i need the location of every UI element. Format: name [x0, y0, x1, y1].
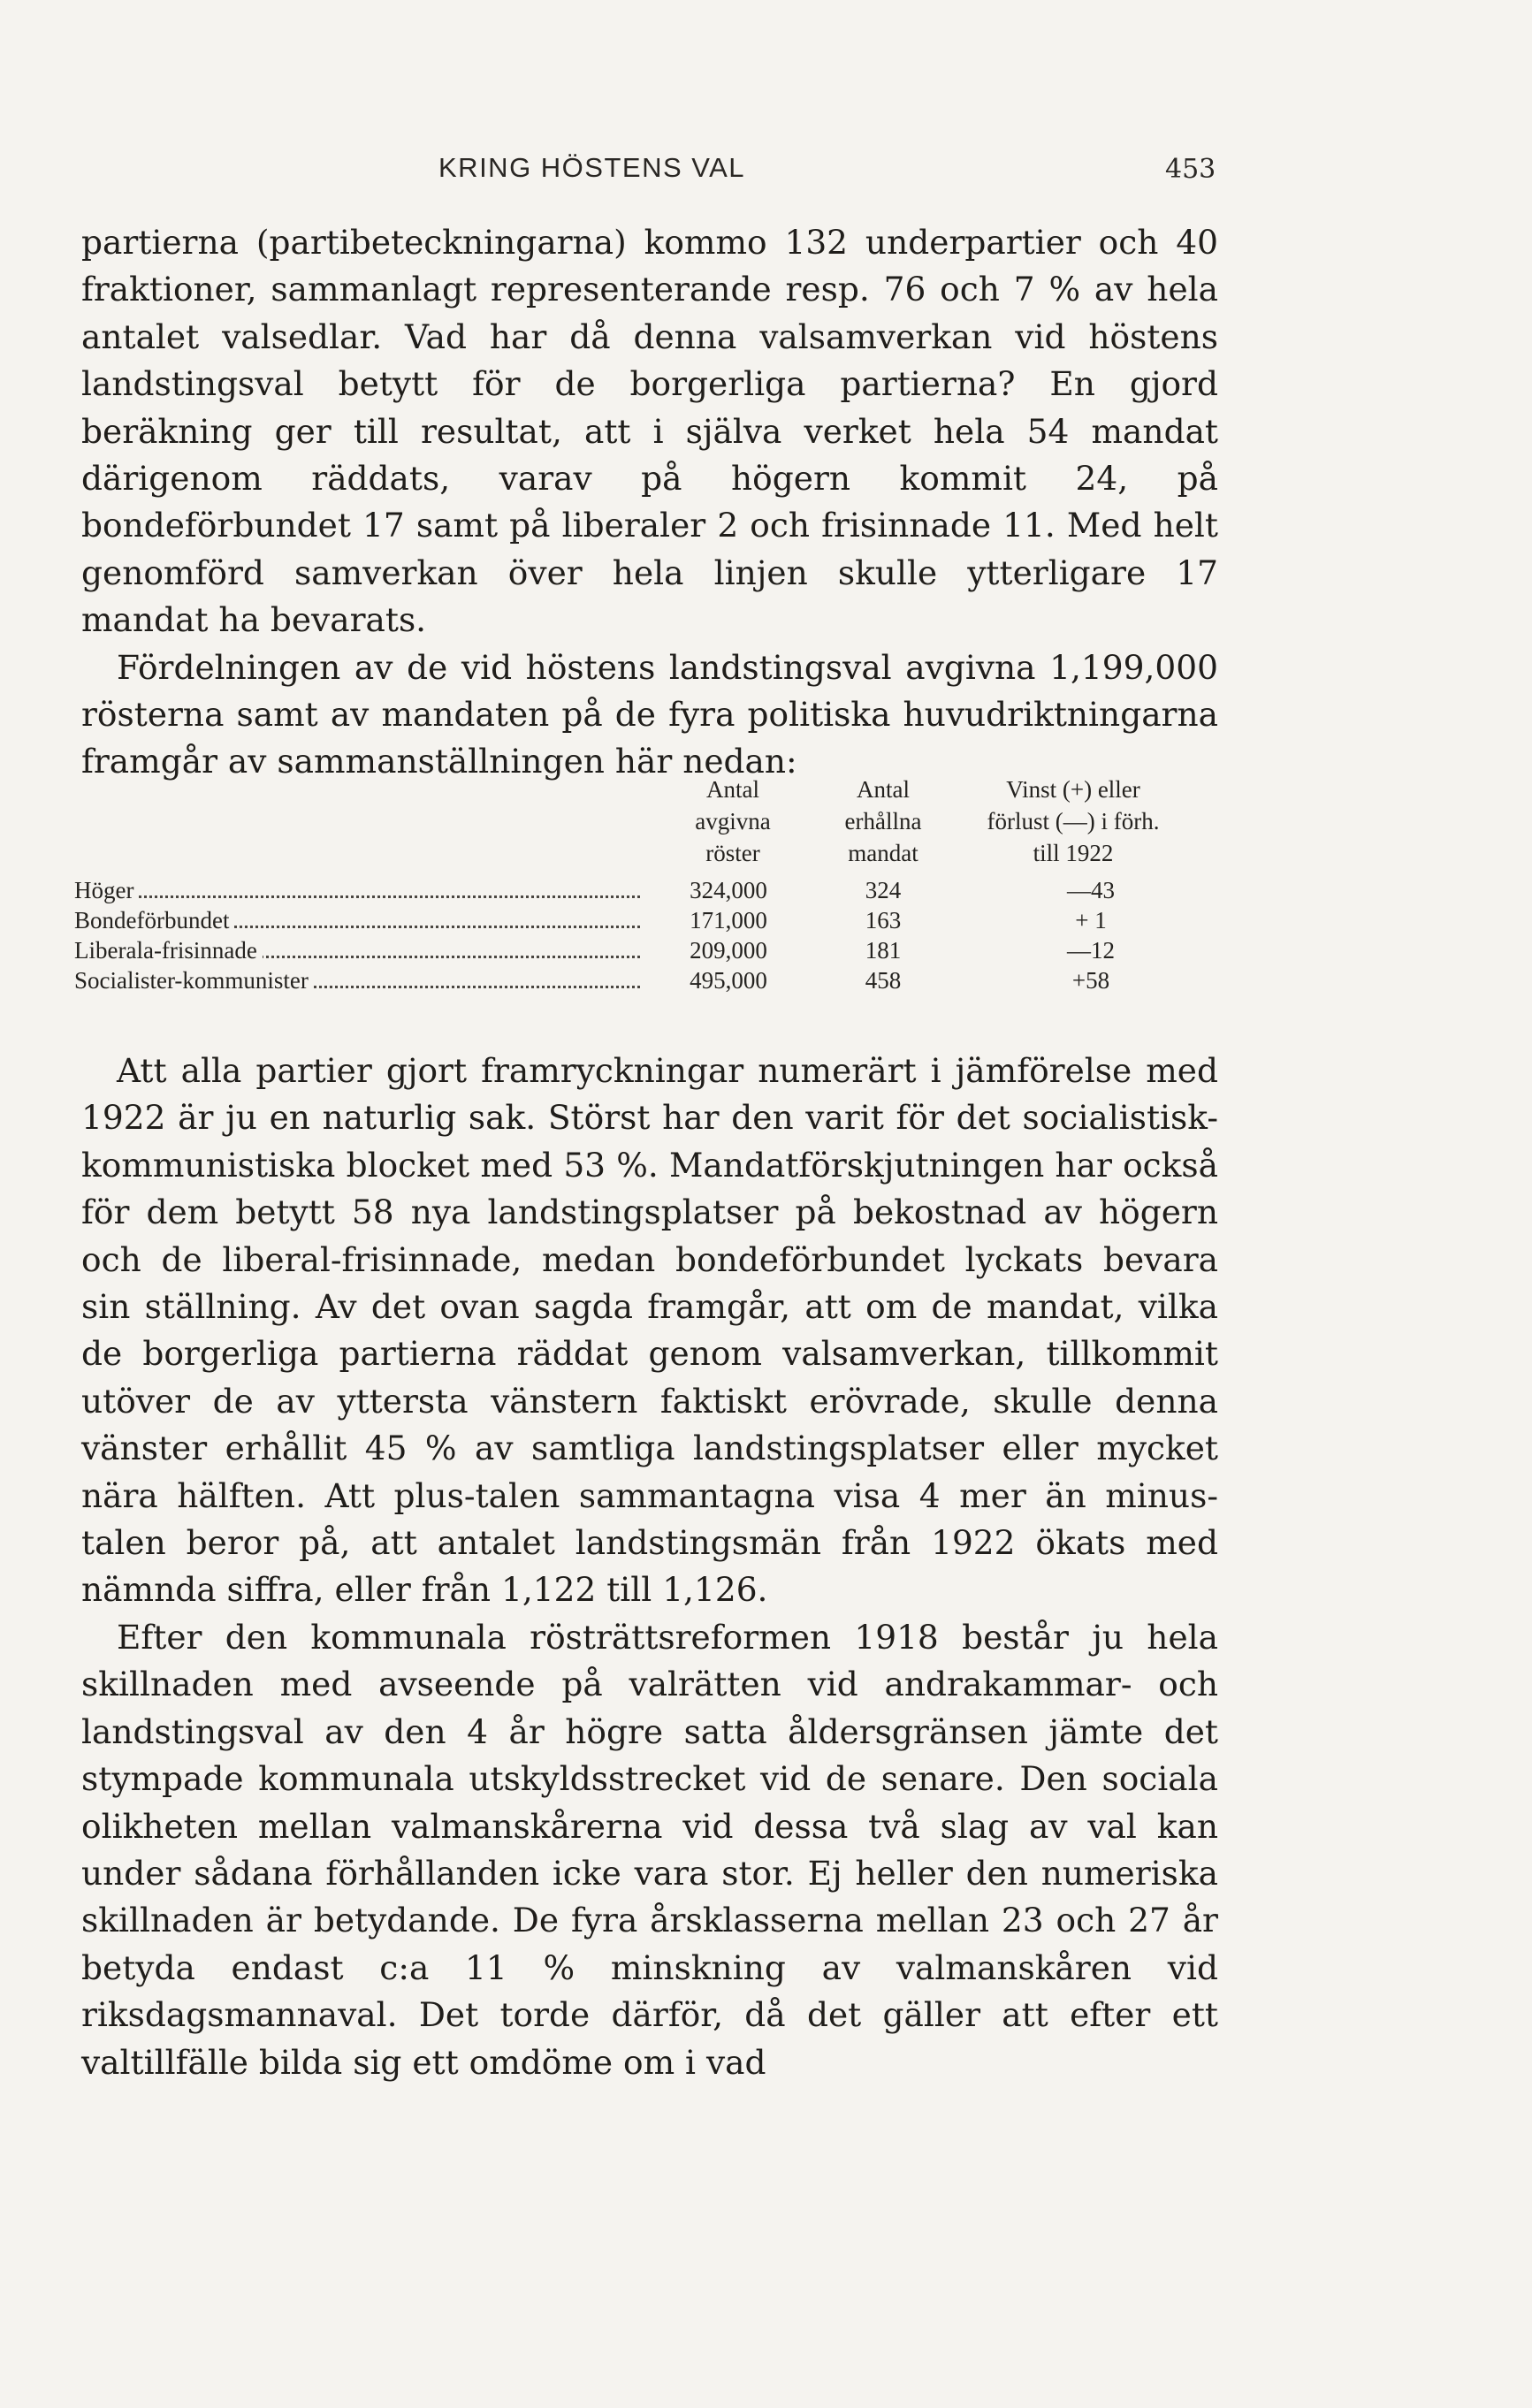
- body-text-top: [81, 219, 1218, 786]
- header-line: Antal: [706, 776, 759, 803]
- column-header-votes: [658, 773, 808, 869]
- column-header-seats: [799, 773, 967, 869]
- table-row: [74, 875, 1223, 905]
- party-cell: [74, 965, 640, 995]
- party-cell: [74, 905, 640, 935]
- table-row: [74, 905, 1223, 935]
- paragraph-4: Efter den kommunala rösträttsreformen 1918 består ju hela skillnaden med avseende på valrätten vid andrakammar- och landstingsval av den 4 år högre satta åldersgränsen jämte det stympade kommunala utskyldsstrecket vid de senare. Den sociala olikheten mellan valmanskårerna vid dessa två slag av val kan under sådana förhållanden icke vara stor. Ej heller den numeriska skillnaden är betydande. De fyra årsklasserna mellan 23 och 27 år betyda endast c:a 11 % minskning av valmanskåren vid riksdagsmannaval. Det torde därför, då det gäller att efter ett valtillfälle bilda sig ett omdöme om i vad: [81, 1617, 1218, 2082]
- paragraph-2: Fördelningen av de vid höstens landstingsval avgivna 1,199,000 rösterna samt av mandaten på de fyra politiska huvudriktningarna framgår av sammanställningen här nedan:: [81, 647, 1218, 781]
- results-table: [74, 773, 1223, 995]
- party-cell: [74, 935, 640, 965]
- party-name: Bondeförbundet: [74, 907, 234, 933]
- table-header: [74, 773, 1223, 875]
- seats-cell: 163: [865, 907, 902, 933]
- table-row: [74, 965, 1223, 995]
- leader-dots: [74, 895, 640, 898]
- header-line: till 1922: [1033, 840, 1114, 866]
- paragraph-1: partierna (partibeteckningarna) kommo 132 underpartier och 40 fraktioner, sammanlagt representerande resp. 76 och 7 % av hela antalet valsedlar. Vad har då denna valsamverkan vid höstens landstingsval betytt för de borgerliga partierna? En gjord beräkning ger till resultat, att i själva verket hela 54 mandat därigenom räddats, varav på högern kommit 24, på bondeförbundet 17 samt på liberaler 2 och frisinnade 11. Med helt genomförd samverkan över hela linjen skulle ytterligare 17 mandat ha bevarats.: [81, 223, 1218, 640]
- party-name: Socialister-kommunister: [74, 967, 314, 994]
- seats-cell: 324: [865, 877, 902, 903]
- header-line: förlust (—) i förh.: [987, 808, 1160, 834]
- party-cell: [74, 875, 640, 905]
- header-line: avgivna: [695, 808, 771, 834]
- votes-cell: 324,000: [690, 877, 767, 903]
- seats-cell: 458: [865, 967, 902, 994]
- header-line: Vinst (+) eller: [1006, 776, 1140, 803]
- party-name: Liberala-frisinnade: [74, 937, 263, 964]
- header-line: röster: [705, 840, 760, 866]
- party-name: Höger: [74, 877, 139, 903]
- change-cell: —43: [1067, 877, 1115, 903]
- header-line: Antal: [857, 776, 910, 803]
- header-line: mandat: [848, 840, 918, 866]
- change-cell: + 1: [1075, 907, 1107, 933]
- column-header-change: [958, 773, 1188, 869]
- seats-cell: 181: [865, 937, 902, 964]
- votes-cell: 495,000: [690, 967, 767, 994]
- page-number: 453: [1165, 154, 1216, 185]
- table-row: [74, 935, 1223, 965]
- votes-cell: 171,000: [690, 907, 767, 933]
- body-text-bottom: [81, 1048, 1218, 2086]
- page-header: [0, 152, 1532, 196]
- votes-cell: 209,000: [690, 937, 767, 964]
- change-cell: —12: [1067, 937, 1115, 964]
- running-title: KRING HÖSTENS VAL: [438, 152, 746, 183]
- paragraph-3: Att alla partier gjort framryckningar numerärt i jämförelse med 1922 är ju en naturlig sak. Störst har den varit för det socialistisk-kommunistiska blocket med 53 %. Mandatförskjutningen har också för dem betytt 58 nya landstingsplatser på bekostnad av högern och de liberal-frisinnade, medan bondeförbundet lyckats bevara sin ställning. Av det ovan sagda framgår, att om de mandat, vilka de borgerliga partierna räddat genom valsamverkan, tillkommit utöver de av yttersta vänstern faktiskt erövrade, skulle denna vänster erhållit 45 % av samtliga landstingsplatser eller mycket nära hälften. Att plus-talen sammantagna visa 4 mer än minus-talen beror på, att antalet landstingsmän från 1922 ökats med nämnda siffra, eller från 1,122 till 1,126.: [81, 1051, 1218, 1610]
- header-line: erhållna: [844, 808, 922, 834]
- change-cell: +58: [1071, 967, 1110, 994]
